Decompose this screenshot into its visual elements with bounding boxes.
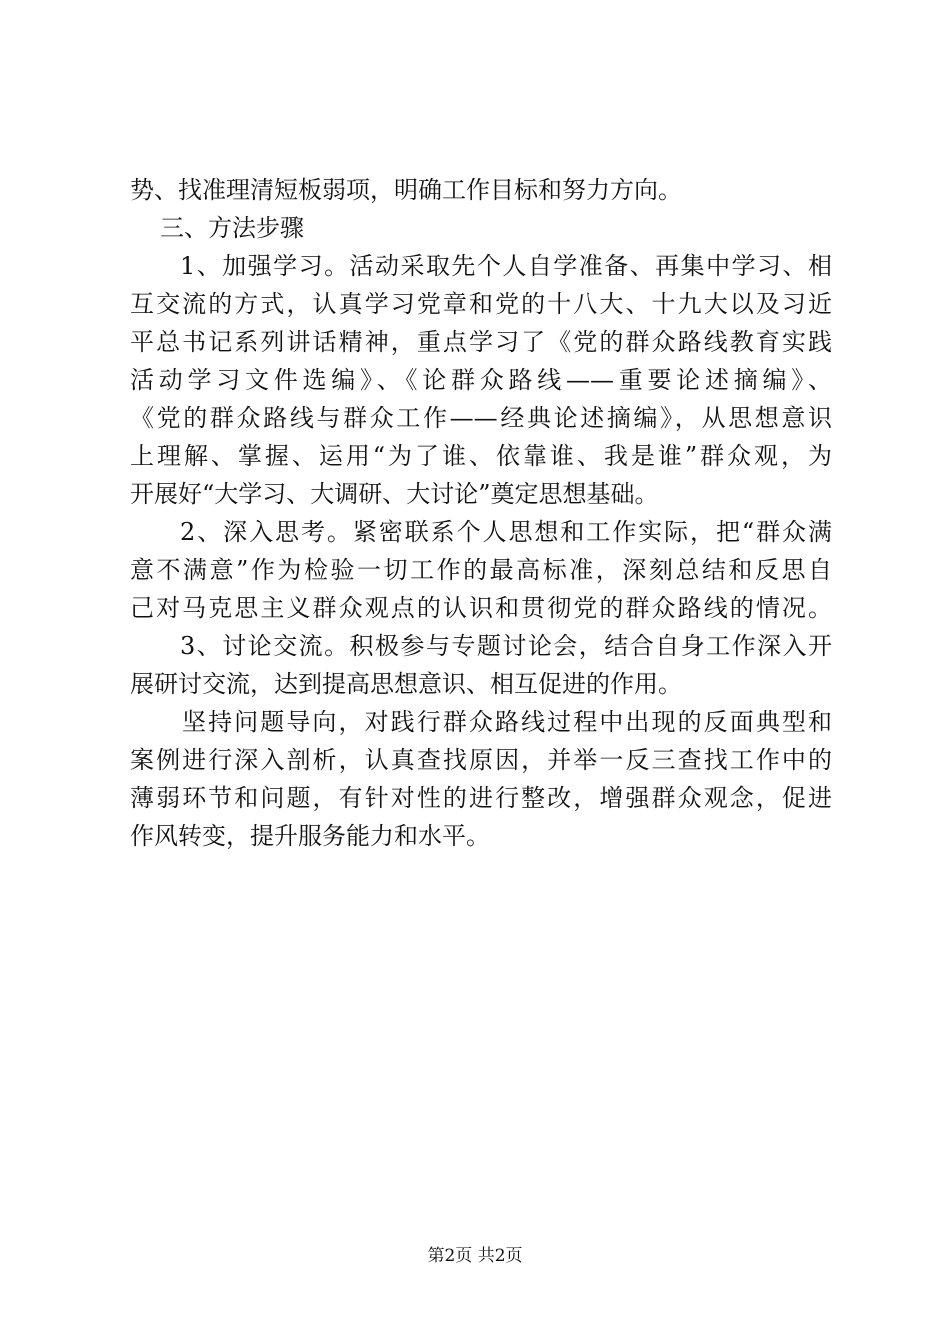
text-line: 《党的群众路线与群众工作——经典论述摘编》，从思想意识 bbox=[130, 404, 832, 432]
text-line: 2、深入思考。紧密联系个人思想和工作实际，把“群众满 bbox=[180, 518, 832, 546]
text-line: 互交流的方式，认真学习党章和党的十八大、十九大以及习近 bbox=[130, 290, 832, 318]
page-number-footer: 第2页 共2页 bbox=[427, 1246, 523, 1266]
text-line: 平总书记系列讲话精神，重点学习了《党的群众路线教育实践 bbox=[130, 328, 832, 356]
text-line: 坚持问题导向，对践行群众路线过程中出现的反面典型和 bbox=[182, 708, 832, 736]
text-line: 1、加强学习。活动采取先个人自学准备、再集中学习、相 bbox=[180, 252, 832, 280]
text-line: 势、找准理清短板弱项，明确工作目标和努力方向。 bbox=[130, 176, 682, 204]
text-line: 上理解、掌握、运用“为了谁、依靠谁、我是谁”群众观，为 bbox=[130, 442, 832, 470]
text-line: 作风转变，提升服务能力和水平。 bbox=[130, 822, 490, 850]
text-line: 己对马克思主义群众观点的认识和贯彻党的群众路线的情况。 bbox=[130, 594, 832, 622]
document-body bbox=[130, 171, 832, 855]
section-heading: 三、方法步骤 bbox=[160, 214, 304, 242]
text-line: 开展好“大学习、大调研、大讨论”奠定思想基础。 bbox=[130, 480, 659, 508]
text-line: 3、讨论交流。积极参与专题讨论会，结合自身工作深入开 bbox=[180, 632, 832, 660]
text-line: 意不满意”作为检验一切工作的最高标准，深刻总结和反思自 bbox=[130, 556, 832, 584]
text-line: 薄弱环节和问题，有针对性的进行整改，增强群众观念，促进 bbox=[130, 784, 832, 812]
text-line: 活动学习文件选编》、《论群众路线——重要论述摘编》、 bbox=[130, 366, 832, 394]
text-line: 案例进行深入剖析，认真查找原因，并举一反三查找工作中的 bbox=[130, 746, 832, 774]
text-line: 展研讨交流，达到提高思想意识、相互促进的作用。 bbox=[130, 670, 682, 698]
